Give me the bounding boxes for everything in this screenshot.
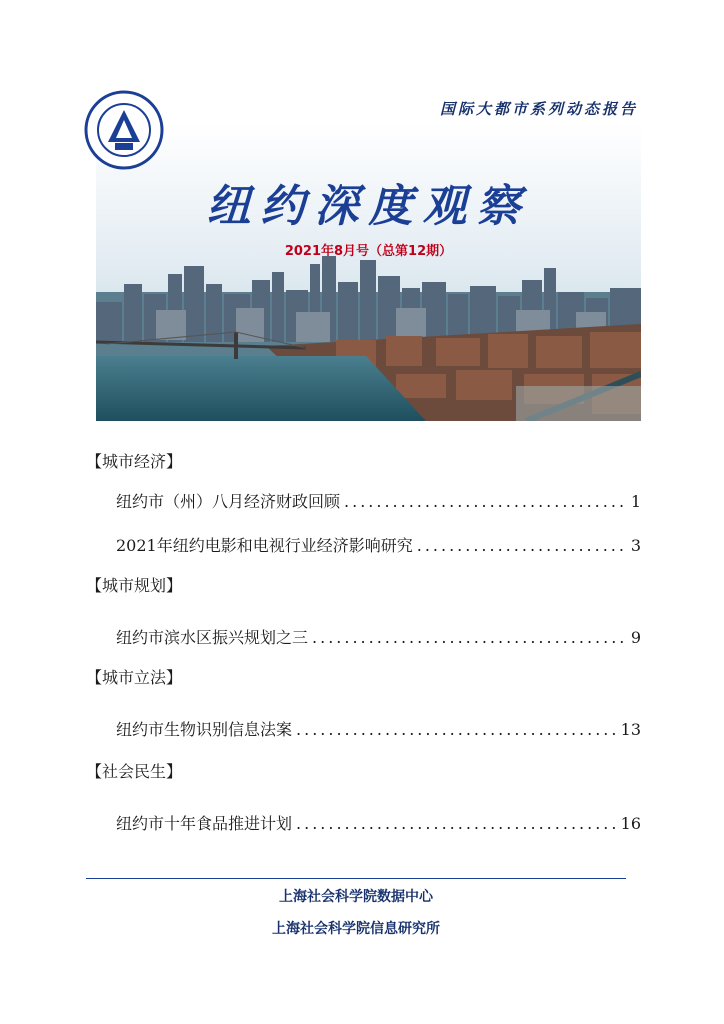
academy-seal-logo [84,90,164,170]
toc-section-heading: 【城市规划】 [86,576,183,595]
toc-leader-dots [417,534,627,558]
toc-page-number: 13 [620,720,641,739]
toc-entry[interactable] [116,534,641,558]
toc-page-number: 3 [630,536,641,555]
toc-entry[interactable] [116,718,641,742]
toc-entry[interactable] [116,490,641,514]
issue-number: 2021年8月号（总第12期） [284,244,453,259]
toc-entry-title: 2021年纽约电影和电视行业经济影响研究 [116,536,413,555]
toc-section-heading: 【城市经济】 [86,452,183,471]
publication-title: 纽约深度观察 [206,181,531,232]
toc-page-number: 9 [630,628,641,647]
toc-entry[interactable] [116,626,641,650]
toc-leader-dots [296,718,617,742]
toc-leader-dots [344,490,627,514]
toc-entry-title: 纽约市滨水区振兴规划之三 [116,628,309,647]
toc-leader-dots [312,626,627,650]
toc-entry-title: 纽约市十年食品推进计划 [116,814,293,833]
report-series-label: 国际大都市系列动态报告 [439,100,638,118]
toc-page-number: 1 [630,492,641,511]
footer-publisher-1: 上海社会科学院数据中心 [279,889,433,905]
toc-section-heading: 【城市立法】 [86,668,183,687]
footer-divider [86,878,626,879]
toc-section-heading: 【社会民生】 [86,762,183,781]
toc-leader-dots [296,812,617,836]
toc-entry-title: 纽约市（州）八月经济财政回顾 [116,492,341,511]
toc-entry-title: 纽约市生物识别信息法案 [116,720,293,739]
footer-publisher-2: 上海社会科学院信息研究所 [272,921,440,937]
cover-image [96,124,641,421]
toc-entry[interactable] [116,812,641,836]
toc-page-number: 16 [620,814,641,833]
